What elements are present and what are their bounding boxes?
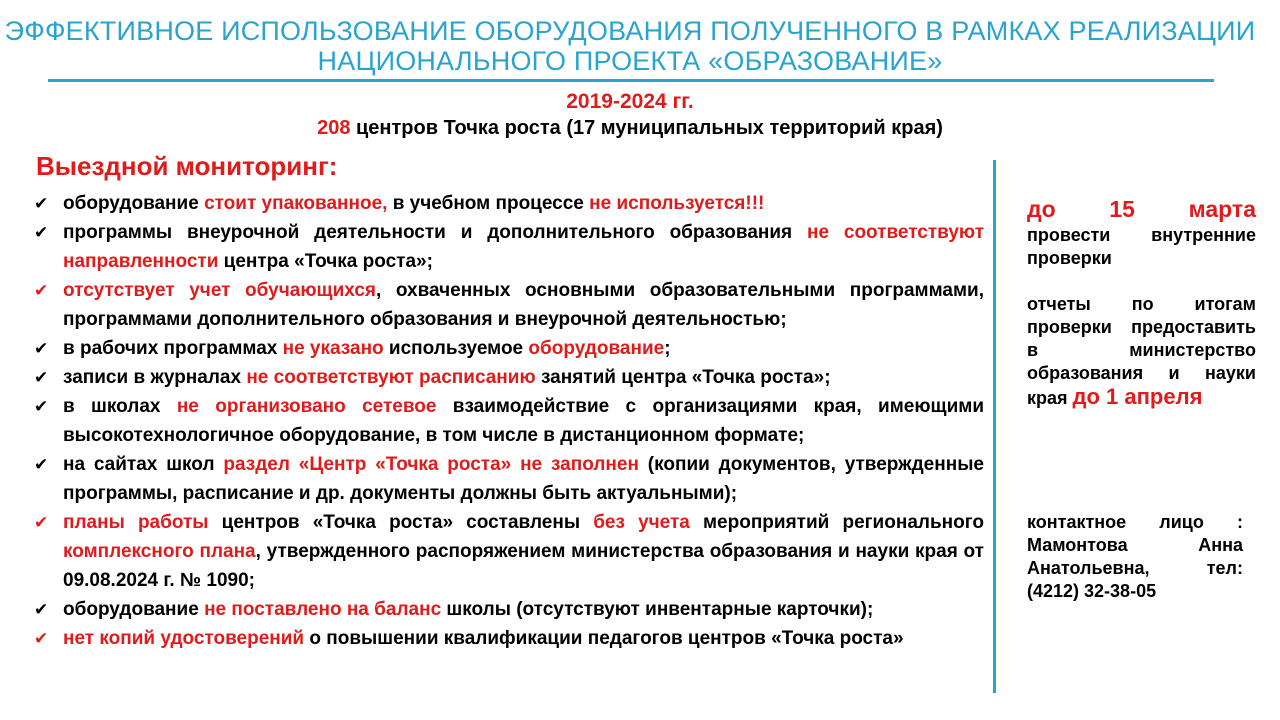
item-text: программы внеурочной деятельности и дополнительного образования: [63, 222, 807, 243]
checkmark-icon: ✔: [34, 513, 49, 532]
contact-phone: (4212) 32-38-05: [1027, 581, 1157, 601]
highlight-text: не указано: [282, 338, 384, 359]
item-text: , охваченных основными образовательными программами, программами дополнительного образования и внеурочной деятельностью;: [63, 280, 984, 330]
checkmark-icon: ✔: [34, 455, 49, 474]
contact-tel-label: тел:: [1149, 558, 1243, 578]
monitoring-item: [34, 508, 984, 595]
checkmark-icon: ✔: [34, 600, 49, 619]
item-text: оборудование: [63, 599, 205, 620]
contact-name: Мамонтова Анна Анатольевна,: [1027, 535, 1243, 578]
item-text: школы (отсутствуют инвентарные карточки);: [441, 599, 874, 620]
item-text: в школах: [63, 396, 177, 417]
highlight-text: стоит упакованное,: [204, 193, 388, 214]
monitoring-item: [34, 334, 984, 363]
vertical-divider: [993, 160, 996, 693]
item-text: о повышении квалификации педагогов центров «Точка роста»: [304, 628, 904, 649]
monitoring-item: [34, 624, 984, 653]
checkmark-icon: ✔: [34, 629, 49, 648]
monitoring-item: [34, 218, 984, 276]
highlight-text: не поставлено на баланс: [204, 599, 442, 620]
monitoring-item: [34, 276, 984, 334]
checkmark-icon: ✔: [34, 194, 49, 213]
highlight-text: оборудование: [528, 338, 665, 359]
item-text: центра «Точка роста»;: [218, 251, 433, 272]
centers-summary: [0, 116, 1260, 140]
checkmark-icon: ✔: [34, 281, 49, 300]
sidebar-check-text: провести внутренние проверки: [1027, 225, 1256, 268]
years-range: 2019-2024 гг.: [566, 90, 694, 113]
item-text: , утвержденного распоряжением министерства образования и науки края от 09.08.2024 г. № 1090;: [63, 541, 984, 591]
highlight-text: раздел «Центр «Точка роста» не заполнен: [223, 454, 639, 475]
item-text: мероприятий регионального: [689, 512, 984, 533]
monitoring-list: [34, 189, 984, 653]
item-text: занятий центра «Точка роста»;: [535, 367, 831, 388]
monitoring-item: [34, 363, 984, 392]
checkmark-icon: ✔: [34, 339, 49, 358]
highlight-text: не организовано сетевое: [176, 396, 437, 417]
contact-label: контактное лицо :: [1027, 512, 1243, 532]
checkmark-icon: ✔: [34, 368, 49, 387]
item-text: используемое: [383, 338, 529, 359]
highlight-text: не соответствуют расписанию: [246, 367, 536, 388]
contact-block: [1027, 511, 1243, 603]
sidebar-deadline: до 15 марта: [1027, 196, 1256, 222]
item-text: оборудование: [63, 193, 205, 214]
highlight-text: нет копий удостоверений: [63, 628, 305, 649]
item-text: центров «Точка роста» составлены: [208, 512, 594, 533]
item-text: записи в журналах: [63, 367, 247, 388]
highlight-text: отсутствует учет обучающихся: [63, 280, 376, 301]
item-text: (копии документов, утвержденные программы, расписание и др. документы должны быть актуальными);: [63, 454, 984, 504]
report-text: отчеты по итогам проверки предоставить в министерство образования и науки края: [1027, 294, 1256, 408]
highlight-text: не используется!!!: [589, 193, 765, 214]
sidebar-report-text: [1027, 293, 1256, 410]
monitoring-item: [34, 392, 984, 450]
highlight-text: комплексного плана: [63, 541, 256, 562]
monitoring-item: [34, 189, 984, 218]
monitoring-item: [34, 450, 984, 508]
item-text: ;: [664, 338, 671, 359]
item-text: на сайтах школ: [63, 454, 224, 475]
checkmark-icon: ✔: [34, 223, 49, 242]
item-text: взаимодействие с организациями края, имеющими высокотехнологичное оборудование, в том числе в дистанционном формате;: [63, 396, 984, 446]
item-text: в учебном процессе: [387, 193, 590, 214]
highlight-text: без учета: [593, 512, 690, 533]
highlight-text: не соответствуют направленности: [63, 222, 984, 272]
checkmark-icon: ✔: [34, 397, 49, 416]
monitoring-heading: Выездной мониторинг:: [36, 151, 338, 181]
monitoring-item: [34, 595, 984, 624]
highlight-text: планы работы: [63, 512, 209, 533]
item-text: в рабочих программах: [63, 338, 283, 359]
title-underline: [48, 79, 1214, 82]
centers-text: центров Точка роста (17 муниципальных территорий края): [350, 117, 943, 139]
centers-count: 208: [317, 117, 351, 139]
report-deadline: до 1 апреля: [1072, 384, 1203, 409]
page-title: ЭФФЕКТИВНОЕ ИСПОЛЬЗОВАНИЕ ОБОРУДОВАНИЯ ПОЛУЧЕННОГО В РАМКАХ РЕАЛИЗАЦИИ НАЦИОНАЛЬНОГО ПРОЕКТА «ОБРАЗОВАНИЕ»: [4, 16, 1256, 76]
